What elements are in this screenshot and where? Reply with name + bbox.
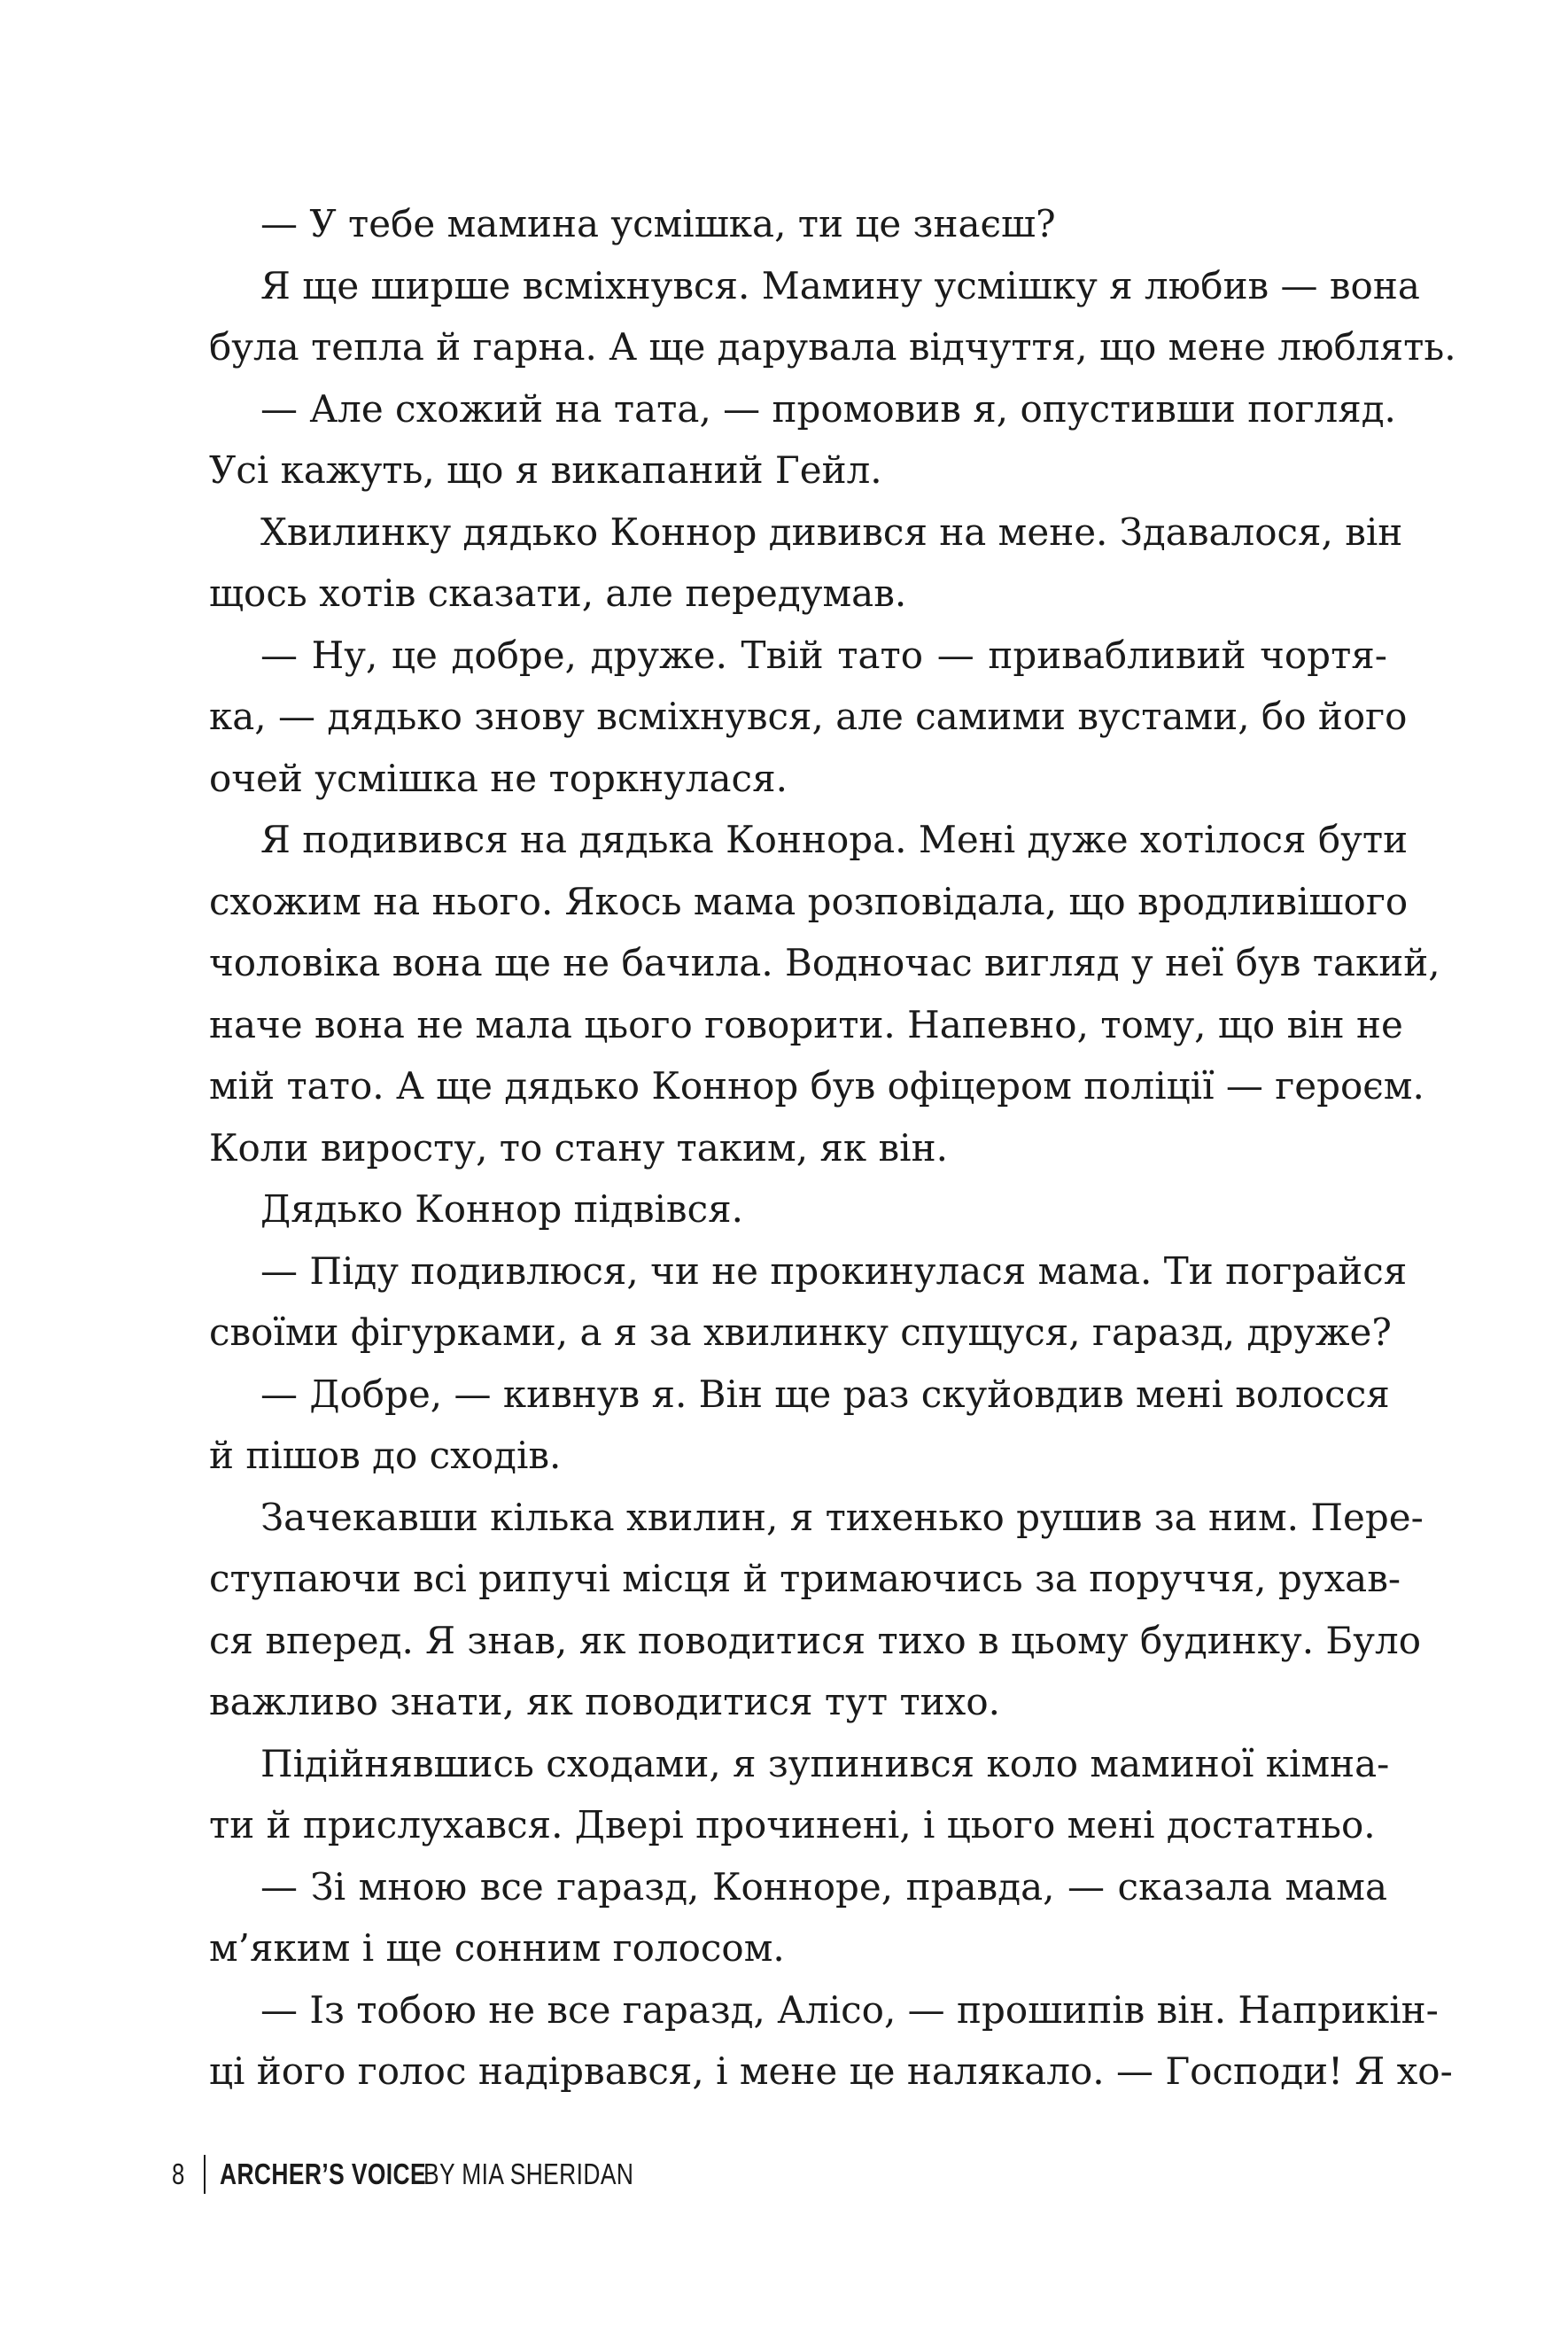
text-line: важливо знати, як поводитися тут тихо. <box>209 1680 1000 1723</box>
text-line: Коли виросту, то стану таким, як він. <box>209 1125 948 1170</box>
text-line: Зачекавши кілька хвилин, я тихенько рушив за ним. Пере- <box>260 1495 1424 1539</box>
text-line: м’яким і ще сонним голосом. <box>209 1926 785 1970</box>
text-line: ся вперед. Я знав, як поводитися тихо в цьому будинку. Було <box>209 1618 1421 1662</box>
text-line: — Зі мною все гаразд, Конноре, правда, — сказала мама <box>260 1864 1387 1909</box>
text-line: — Із тобою не все гаразд, Алісо, — прошипів він. Наприкін- <box>260 1987 1439 2032</box>
text-line: — У тебе мамина усмішка, ти це знаєш? <box>260 202 1056 245</box>
text-line: ти й прислухався. Двері прочинені, і цього мені достатньо. <box>209 1803 1376 1847</box>
text-line: мій тато. А ще дядько Коннор був офіцером поліції — героєм. <box>209 1064 1424 1108</box>
text-line: — Добре, — кивнув я. Він ще раз скуйовдив мені волосся <box>260 1372 1390 1416</box>
text-line: Усі кажуть, що я викапаний Гейл. <box>209 448 882 492</box>
text-line: наче вона не мала цього говорити. Напевно, тому, що він не <box>209 1002 1403 1046</box>
text-line: була тепла й гарна. А ще дарувала відчуття, що мене люблять. <box>209 325 1456 369</box>
text-line: Підійнявшись сходами, я зупинився коло маминої кімна- <box>260 1741 1390 1785</box>
text-line: Я ще ширше всміхнувся. Мамину усмішку я любив — вона <box>260 263 1420 307</box>
text-line: — Піду подивлюся, чи не прокинулася мама. Ти пограйся <box>260 1248 1408 1293</box>
text-line: очей усмішка не торкнулася. <box>209 756 788 800</box>
page-number: 8 <box>172 2158 185 2190</box>
text-line: схожим на нього. Якось мама розповідала, що вродливішого <box>209 879 1409 923</box>
page-footer <box>172 2153 687 2196</box>
text-line: своїми фігурками, а я за хвилинку спущуся, гаразд, друже? <box>209 1310 1392 1354</box>
text-line: чоловіка вона ще не бачила. Водночас вигляд у неї був такий, <box>209 941 1440 984</box>
text-line: щось хотів сказати, але передумав. <box>209 571 907 615</box>
text-line: — Ну, це добре, друже. Твій тато — привабливий чортя- <box>260 633 1387 677</box>
text-line: Хвилинку дядько Коннор дивився на мене. Здавалося, він <box>260 509 1403 554</box>
author-byline: BY MIA SHERIDAN <box>423 2158 634 2190</box>
footer-divider <box>204 2155 206 2194</box>
text-line: Я подивився на дядька Коннора. Мені дуже хотілося бути <box>260 818 1409 861</box>
text-line: ступаючи всі рипучі місця й тримаючись за поруччя, рухав- <box>209 1557 1401 1600</box>
text-line: — Але схожий на тата, — промовив я, опустивши погляд. <box>260 386 1396 431</box>
text-line: й пішов до сходів. <box>209 1434 562 1477</box>
book-title: ARCHER’S VOICE <box>220 2158 426 2190</box>
text-line: ка, — дядько знову всміхнувся, але самими вустами, бо його <box>209 695 1408 738</box>
page-body-text <box>209 193 1456 2103</box>
text-line: Дядько Коннор підвівся. <box>260 1187 743 1231</box>
text-line: ці його голос надірвався, і мене це налякало. — Господи! Я хо- <box>209 2049 1453 2093</box>
